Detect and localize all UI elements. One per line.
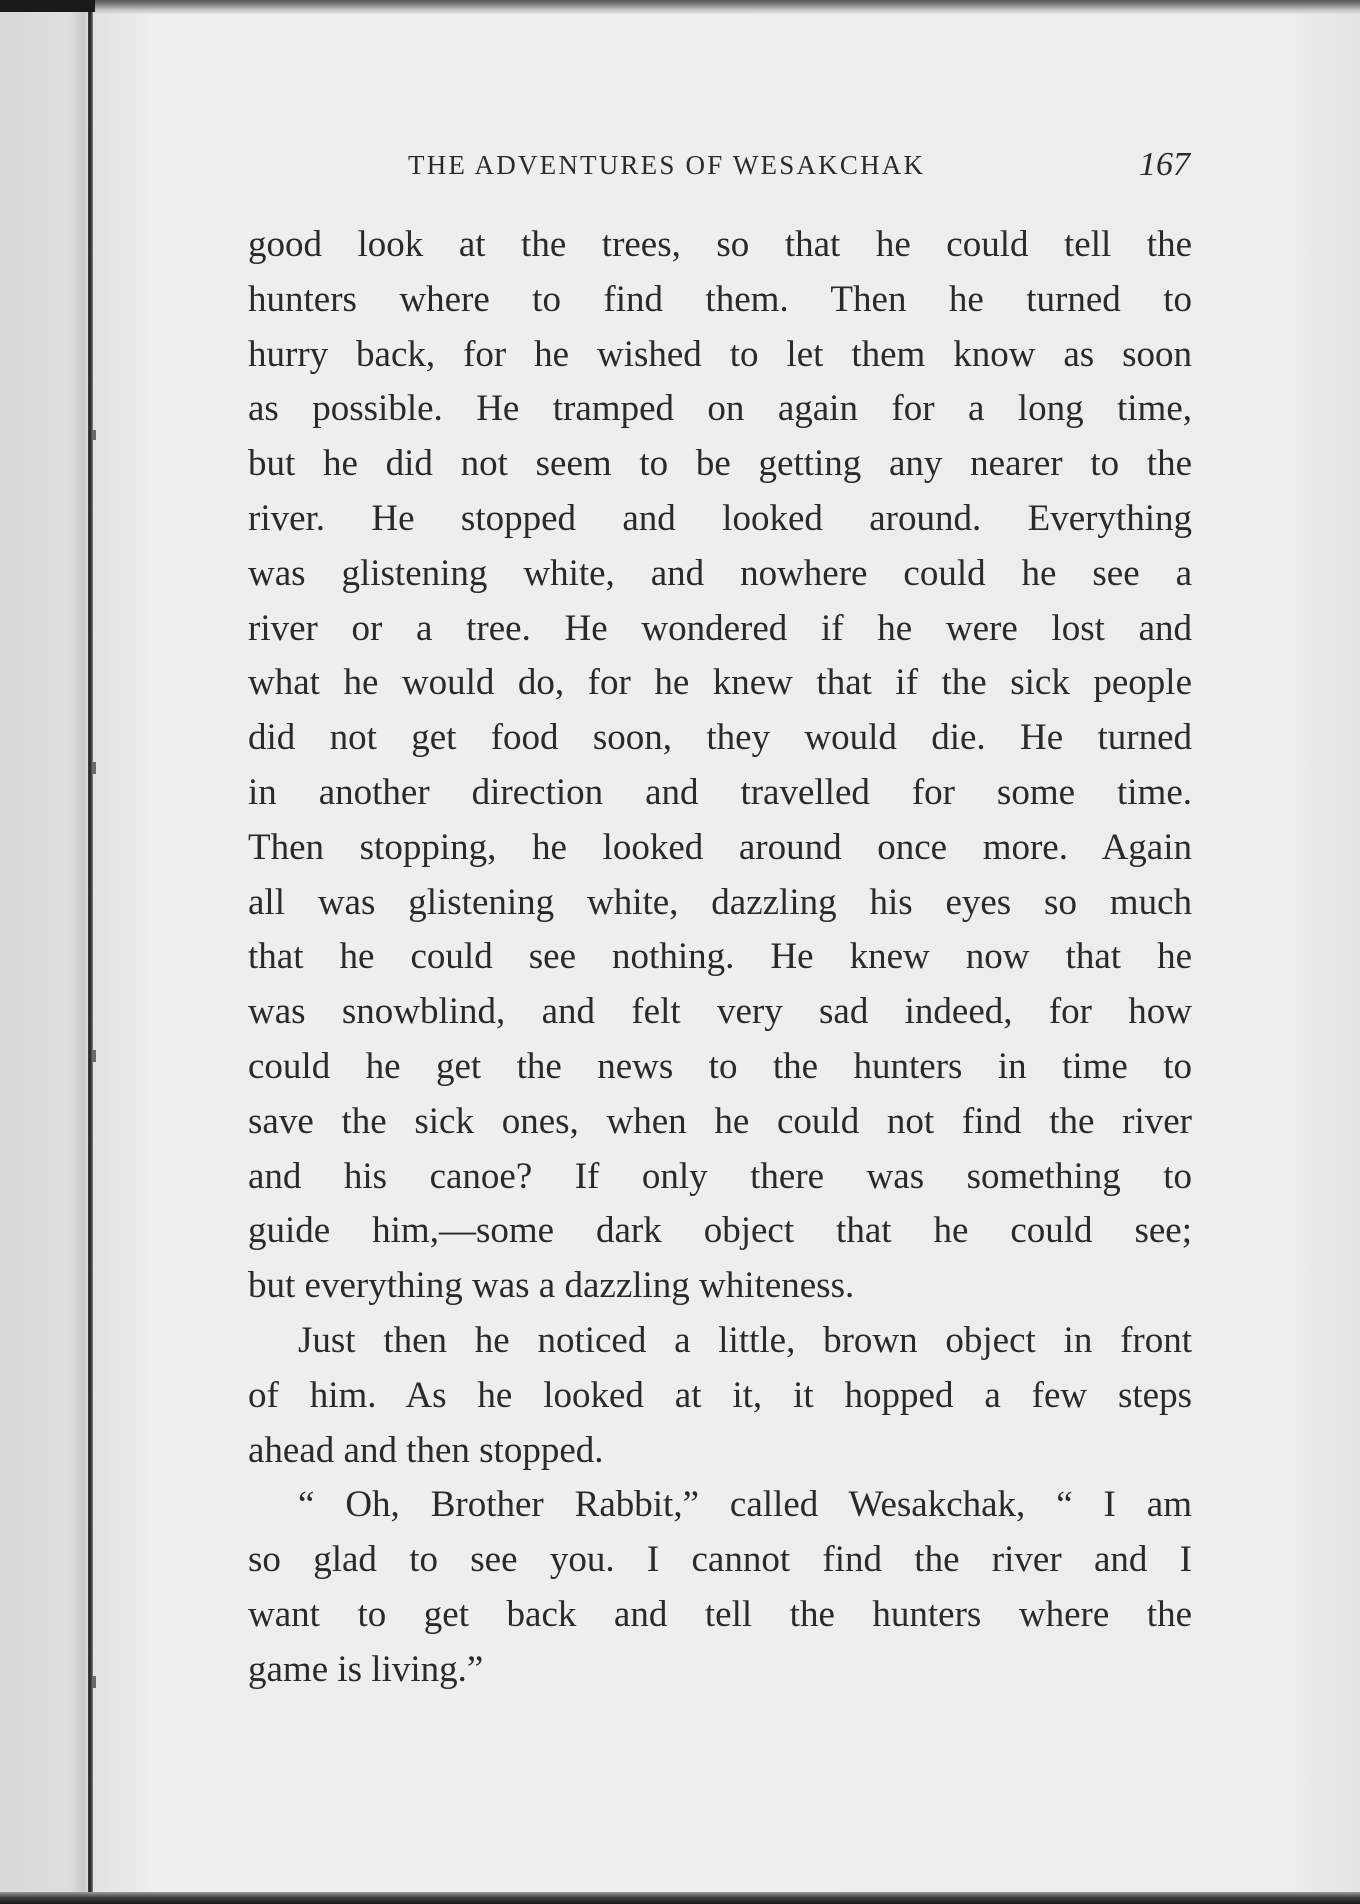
text-line: save the sick ones, when he could not find the river bbox=[248, 1100, 1192, 1142]
text-line: want to get back and tell the hunters where the bbox=[248, 1593, 1192, 1635]
running-head bbox=[408, 145, 1190, 185]
spine-mark bbox=[92, 762, 96, 774]
text-line: was snowblind, and felt very sad indeed, for how bbox=[248, 991, 1192, 1033]
text-line: game is living.” bbox=[248, 1648, 484, 1690]
text-line: so glad to see you. I cannot find the river and I bbox=[248, 1539, 1192, 1581]
text-line: Then stopping, he looked around once more. Again bbox=[248, 826, 1192, 868]
text-line: guide him,—some dark object that he could see; bbox=[248, 1210, 1192, 1252]
text-line: “ Oh, Brother Rabbit,” called Wesakchak, “ I am bbox=[298, 1484, 1192, 1526]
top-scan-edge bbox=[0, 0, 1360, 14]
text-line: in another direction and travelled for some time. bbox=[248, 771, 1192, 813]
text-line: of him. As he looked at it, it hopped a few steps bbox=[248, 1374, 1192, 1416]
paragraph-3 bbox=[248, 1478, 1192, 1697]
text-line: Just then he noticed a little, brown object in front bbox=[298, 1319, 1192, 1361]
text-line: did not get food soon, they would die. He turned bbox=[248, 717, 1192, 759]
text-line: was glistening white, and nowhere could he see a bbox=[248, 552, 1192, 594]
text-line: all was glistening white, dazzling his eyes so much bbox=[248, 881, 1192, 923]
text-line: and his canoe? If only there was something to bbox=[248, 1155, 1192, 1197]
text-line: hurry back, for he wished to let them know as soon bbox=[248, 333, 1192, 375]
facing-page-strip bbox=[0, 12, 88, 1894]
text-line: could he get the news to the hunters in time to bbox=[248, 1045, 1192, 1087]
paragraph-1 bbox=[248, 218, 1192, 1314]
text-line: good look at the trees, so that he could tell the bbox=[248, 224, 1192, 265]
spine-mark bbox=[92, 1050, 96, 1062]
running-head-title: THE ADVENTURES OF WESAKCHAK bbox=[408, 150, 926, 180]
text-line: hunters where to find them. Then he turned to bbox=[248, 278, 1192, 320]
text-line: ahead and then stopped. bbox=[248, 1429, 604, 1471]
text-line: but everything was a dazzling whiteness. bbox=[248, 1265, 855, 1307]
text-line: river or a tree. He wondered if he were lost and bbox=[248, 607, 1192, 649]
top-left-scan-corner bbox=[0, 0, 95, 12]
body-text bbox=[248, 218, 1192, 1698]
text-line: that he could see nothing. He knew now that he bbox=[248, 936, 1192, 978]
spine-mark bbox=[92, 1676, 96, 1688]
paragraph-2 bbox=[248, 1314, 1192, 1478]
text-line: as possible. He tramped on again for a long time, bbox=[248, 388, 1192, 430]
spine-mark bbox=[92, 430, 96, 440]
page-number: 167 bbox=[1139, 146, 1190, 183]
text-line: what he would do, for he knew that if the sick people bbox=[248, 662, 1192, 704]
text-line: river. He stopped and looked around. Everything bbox=[248, 497, 1192, 539]
text-line: but he did not seem to be getting any nearer to the bbox=[248, 443, 1192, 485]
bottom-scan-edge bbox=[0, 1892, 1360, 1904]
